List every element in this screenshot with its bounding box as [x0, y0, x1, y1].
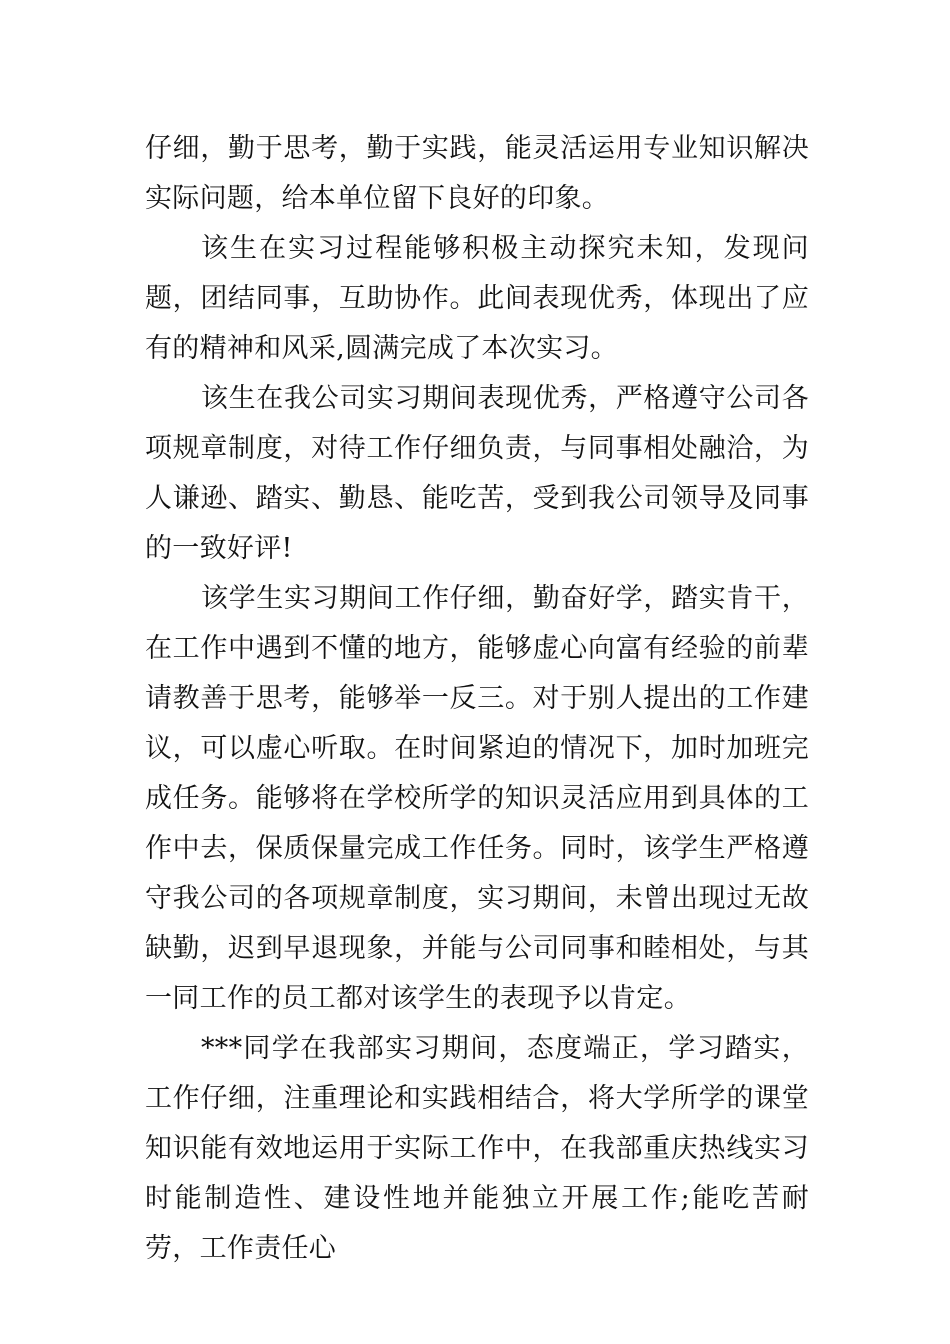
document-page	[145, 124, 809, 1274]
paragraph-2: 该生在实习过程能够积极主动探究未知，发现问题，团结同事，互助协作。此间表现优秀，体现出了应有的精神和风采,圆满完成了本次实习。	[145, 233, 809, 364]
paragraph-5: ***同学在我部实习期间，态度端正，学习踏实，工作仔细，注重理论和实践相结合，将大学所学的课堂知识能有效地运用于实际工作中，在我部重庆热线实习时能制造性、建设性地并能独立开展工作;能吃苦耐劳，工作责任心	[145, 1033, 809, 1264]
paragraph-3: 该生在我公司实习期间表现优秀，严格遵守公司各项规章制度，对待工作仔细负责，与同事相处融洽，为人谦逊、踏实、勤恳、能吃苦，受到我公司领导及同事的一致好评!	[145, 383, 809, 564]
paragraph-4: 该学生实习期间工作仔细，勤奋好学，踏实肯干，在工作中遇到不懂的地方，能够虚心向富有经验的前辈请教善于思考，能够举一反三。对于别人提出的工作建议，可以虚心听取。在时间紧迫的情况下，加时加班完成任务。能够将在学校所学的知识灵活应用到具体的工作中去，保质保量完成工作任务。同时，该学生严格遵守我公司的各项规章制度，实习期间，未曾出现过无故缺勤，迟到早退现象，并能与公司同事和睦相处，与其一同工作的员工都对该学生的表现予以肯定。	[145, 583, 809, 1014]
paragraph-1: 仔细，勤于思考，勤于实践，能灵活运用专业知识解决实际问题，给本单位留下良好的印象。	[145, 133, 809, 214]
